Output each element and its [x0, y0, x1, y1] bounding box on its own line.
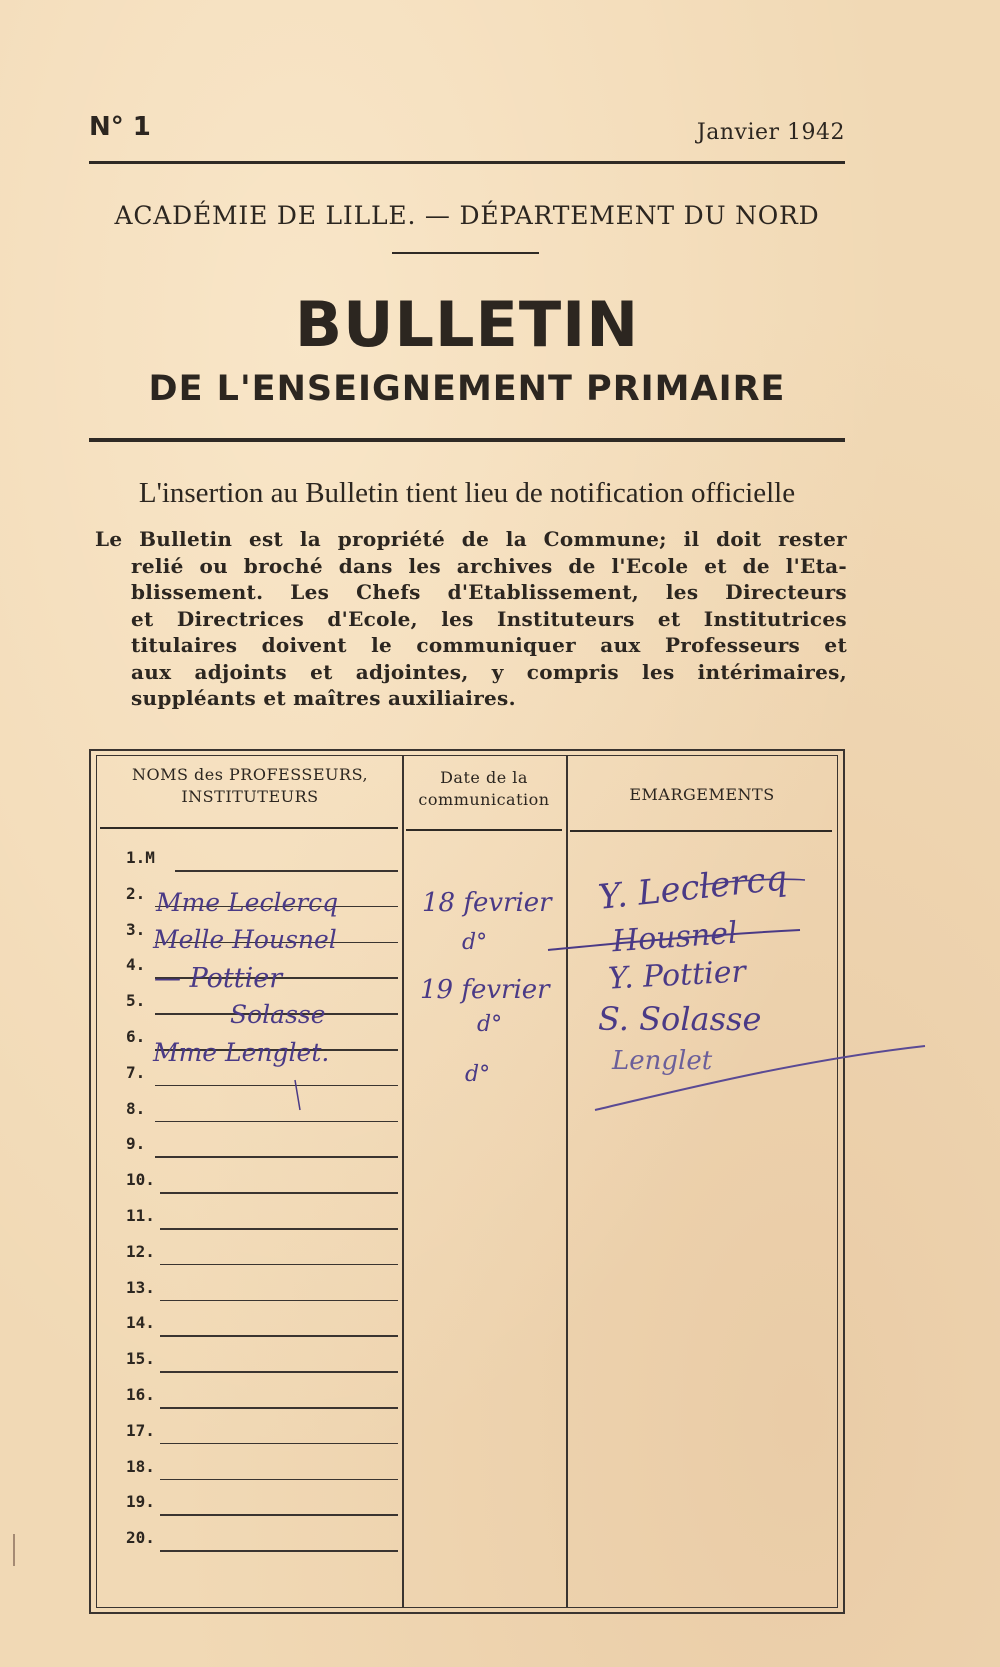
row-number-3: 3. — [126, 919, 146, 939]
row-number-13: 13. — [126, 1277, 155, 1297]
row-line-9 — [155, 1156, 398, 1158]
row-line-12 — [160, 1264, 398, 1266]
row-line-18 — [160, 1479, 398, 1481]
short-rule — [392, 252, 539, 254]
official-notice: L'insertion au Bulletin tient lieu de notification officielle — [138, 477, 796, 509]
column-divider-1 — [402, 756, 404, 1607]
handwritten-name-2: Mme Leclercq — [156, 888, 339, 917]
row-line-16 — [160, 1407, 398, 1409]
row-line-7 — [155, 1085, 398, 1087]
paragraph-line: aux adjoints et adjointes, y compris les intérimaires, — [131, 659, 847, 684]
title-rule — [89, 438, 845, 442]
bulletin-subtitle: DE L'ENSEIGNEMENT PRIMAIRE — [148, 369, 786, 409]
academie-heading: ACADÉMIE DE LILLE. — DÉPARTEMENT DU NORD — [114, 201, 820, 230]
signature-2: Housnel — [610, 915, 739, 960]
row-number-12: 12. — [126, 1241, 155, 1261]
row-number-7: 7. — [126, 1062, 146, 1082]
handwritten-name-3: Melle Housnel — [153, 925, 337, 954]
paragraph-line: Le Bulletin est la propriété de la Commune; il doit rester — [95, 527, 847, 551]
bulletin-title: BULLETIN — [294, 288, 640, 361]
header-date — [404, 767, 564, 811]
row-number-8: 8. — [126, 1098, 146, 1118]
issue-date: Janvier 1942 — [696, 120, 845, 145]
row-line-11 — [160, 1228, 398, 1230]
signature-4: S. Solasse — [598, 1000, 762, 1038]
row-line-20 — [160, 1550, 398, 1552]
header-underline-signatures — [570, 830, 832, 832]
row-number-16: 16. — [126, 1385, 155, 1404]
header-names-line-2: INSTITUTEURS — [181, 787, 319, 806]
row-line-15 — [160, 1371, 398, 1373]
row-line-14 — [160, 1335, 398, 1337]
header-rule — [89, 161, 845, 164]
left-margin-mark — [13, 1534, 15, 1566]
header-names-line-1: NOMS des PROFESSEURS, — [131, 765, 369, 784]
paragraph-line: et Directrices d'Ecole, les Instituteurs et Institutrices — [131, 606, 847, 631]
handwritten-date-6: d° — [465, 1062, 491, 1087]
row-number-18: 18. — [126, 1456, 155, 1476]
row-line-10 — [160, 1192, 398, 1194]
row-line-13 — [160, 1300, 398, 1302]
signature-3: Y. Pottier — [607, 954, 747, 997]
row-line-17 — [160, 1443, 398, 1445]
issue-number: N° 1 — [89, 112, 151, 142]
header-names — [100, 764, 400, 808]
handwritten-name-4: — Pottier — [154, 963, 283, 994]
row-line-8 — [155, 1121, 398, 1123]
paragraph-line: blissement. Les Chefs d'Etablissement, les Directeurs — [131, 580, 847, 604]
header-date-line-1: Date de la — [440, 768, 528, 787]
handwritten-date-3: d° — [462, 930, 488, 955]
handwritten-name-5: Solasse — [230, 1000, 326, 1029]
handwritten-name-6: Mme Lenglet. — [153, 1038, 330, 1067]
paragraph-line: titulaires doivent le communiquer aux Professeurs et — [131, 633, 847, 657]
row-number-19: 19. — [126, 1492, 155, 1512]
column-divider-2 — [566, 756, 568, 1607]
paragraph-line: suppléants et maîtres auxiliaires. — [131, 686, 516, 710]
header-underline-names — [100, 827, 398, 829]
row-number-20: 20. — [126, 1528, 155, 1548]
row-number-6: 6. — [126, 1027, 146, 1046]
header-date-line-2: communication — [418, 790, 550, 809]
handwritten-date-5: d° — [477, 1012, 503, 1037]
row-number-14: 14. — [126, 1313, 155, 1333]
header-underline-date — [406, 829, 562, 831]
row-number-4: 4. — [126, 955, 146, 975]
row-number-11: 11. — [126, 1206, 155, 1225]
row-number-5: 5. — [126, 991, 146, 1011]
handwritten-date-4: 19 fevrier — [420, 975, 550, 1005]
row-number-17: 17. — [126, 1420, 155, 1440]
notice-paragraph — [95, 526, 847, 712]
row-number-15: 15. — [126, 1349, 155, 1369]
header-signatures: EMARGEMENTS — [629, 785, 775, 804]
row-line-1 — [175, 870, 398, 872]
paragraph-line: relié ou broché dans les archives de l'Ecole et de l'Eta- — [131, 553, 847, 578]
row-line-19 — [160, 1514, 398, 1516]
row-number-9: 9. — [126, 1134, 146, 1154]
row-number-10: 10. — [126, 1170, 155, 1190]
signature-5: Lenglet — [612, 1046, 713, 1076]
signature-1: Y. Leclercq — [596, 858, 790, 918]
handwritten-date-2: 18 fevrier — [422, 888, 552, 918]
row-number-2: 2. — [126, 883, 146, 903]
row-number-1: 1.M — [126, 848, 155, 867]
